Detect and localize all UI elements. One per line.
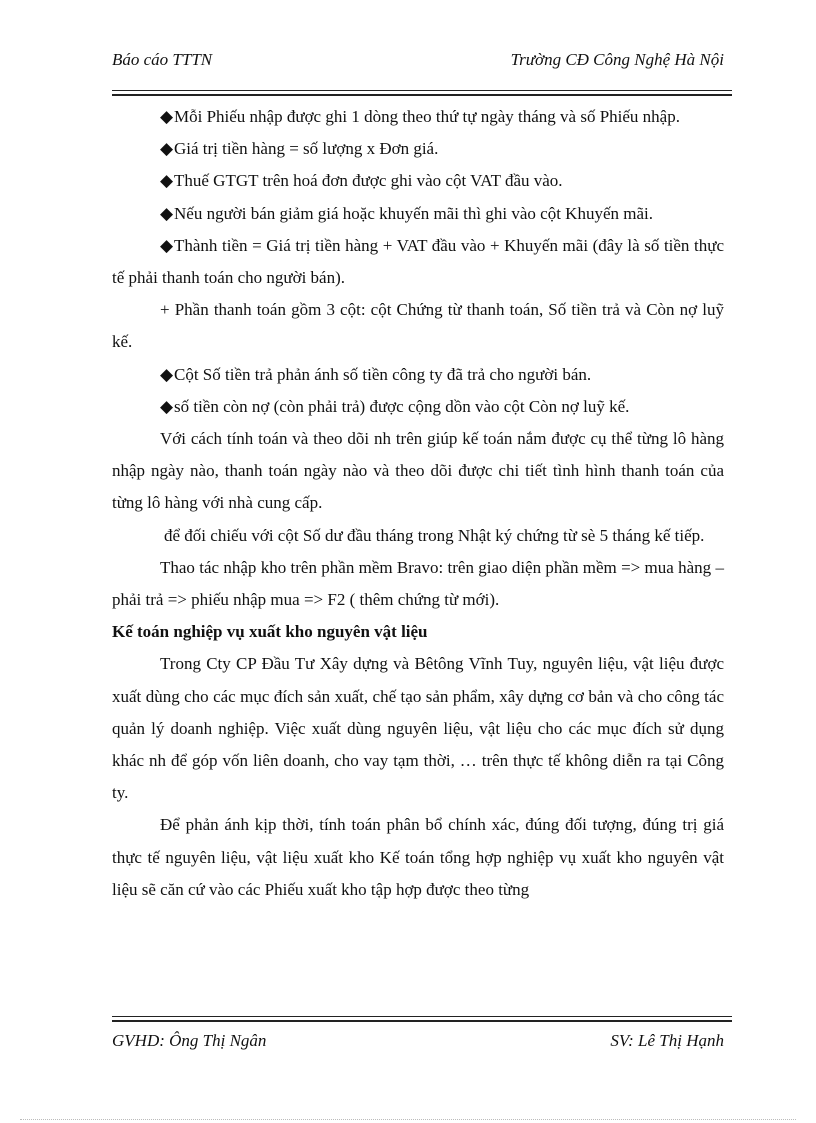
footer-supervisor: GVHD: Ông Thị Ngân <box>112 1031 267 1050</box>
paragraph: Thao tác nhập kho trên phần mềm Bravo: trên giao diện phần mềm => mua hàng – phải trả => phiếu nhập mua => F2 ( thêm chứng từ mới). <box>112 557 724 610</box>
bullet-paragraph: ◆Thành tiền = Giá trị tiền hàng + VAT đầu vào + Khuyến mãi (đây là số tiền thực tế phải thanh toán cho người bán). <box>112 230 724 294</box>
section-heading: Kế toán nghiệp vụ xuất kho nguyên vật liệu <box>112 622 428 642</box>
diamond-bullet-icon: ◆ <box>160 364 174 384</box>
paragraph: + Phần thanh toán gồm 3 cột: cột Chứng từ thanh toán, Số tiền trả và Còn nợ luỹ kế. <box>112 300 724 352</box>
bullet-paragraph: ◆Mỗi Phiếu nhập được ghi 1 dòng theo thứ tự ngày tháng và số Phiếu nhập. <box>112 101 724 133</box>
header-report-title: Báo cáo TTTN <box>112 50 213 69</box>
paragraph: Trong Cty CP Đầu Tư Xây dựng và Bêtông Vĩnh Tuy, nguyên liệu, vật liệu được xuất dùng cho các mục đích sản xuất, chế tạo sản phẩm, xây dựng cơ bản và cho công tác quản lý doanh nghiệp. Việc xuất dùng nguyên liệu, vật liệu cho các mục đích sử dụng khác nh để góp vốn liên doanh, cho vay tạm thời, … trên thực tế không diễn ra tại Công ty. <box>112 654 724 803</box>
header-divider <box>112 90 732 96</box>
diamond-bullet-icon: ◆ <box>160 171 174 191</box>
paragraph: Để phản ánh kịp thời, tính toán phân bổ chính xác, đúng đối tượng, đúng trị giá thực tế nguyên liệu, vật liệu xuất kho Kế toán tổng hợp nghiệp vụ xuất kho nguyên vật liệu sẽ căn cứ vào các Phiếu xuất kho tập hợp được theo từng <box>112 815 724 899</box>
diamond-bullet-icon: ◆ <box>160 396 174 416</box>
bullet-paragraph: ◆Nếu người bán giảm giá hoặc khuyến mãi thì ghi vào cột Khuyến mãi. <box>112 198 724 230</box>
footer-divider <box>112 1016 732 1022</box>
bullet-paragraph: ◆Giá trị tiền hàng = số lượng x Đơn giá. <box>112 133 724 165</box>
paragraph: Với cách tính toán và theo dõi nh trên giúp kế toán nắm được cụ thể từng lô hàng nhập ngày nào, thanh toán ngày nào và theo dõi được chi tiết tình hình thanh toán của từng lô hàng với nhà cung cấp. <box>112 429 724 513</box>
paragraph: để đối chiếu với cột Số dư đầu tháng trong Nhật ký chứng từ sè 5 tháng kế tiếp. <box>164 525 705 545</box>
page-edge-dotted-line <box>20 1119 796 1120</box>
bullet-paragraph: ◆số tiền còn nợ (còn phải trả) được cộng dồn vào cột Còn nợ luỹ kế. <box>112 391 724 423</box>
bullet-paragraph: ◆Thuế GTGT trên hoá đơn được ghi vào cột VAT đầu vào. <box>112 165 724 197</box>
diamond-bullet-icon: ◆ <box>160 139 174 159</box>
page-footer <box>112 1031 724 1051</box>
header-school-name: Trường CĐ Công Nghệ Hà Nội <box>510 50 724 69</box>
diamond-bullet-icon: ◆ <box>160 235 174 255</box>
footer-student: SV: Lê Thị Hạnh <box>610 1031 724 1050</box>
bullet-paragraph: ◆Cột Số tiền trả phản ánh số tiền công ty đã trả cho người bán. <box>112 359 724 391</box>
document-body <box>112 101 724 906</box>
page-header <box>112 50 724 70</box>
diamond-bullet-icon: ◆ <box>160 107 174 126</box>
diamond-bullet-icon: ◆ <box>160 203 174 223</box>
